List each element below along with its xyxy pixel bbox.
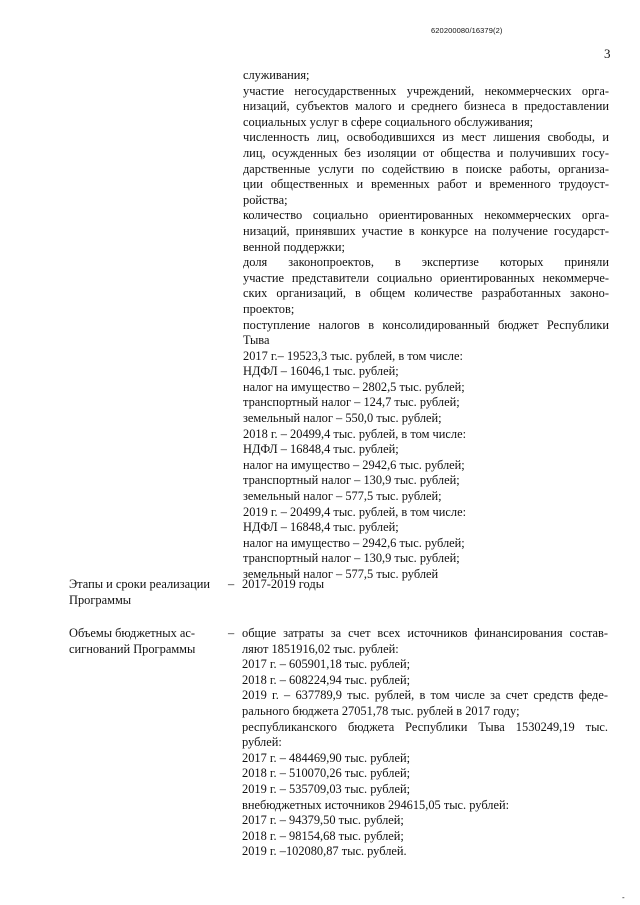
text-line: ских организаций, в общем количестве разработанных законо-: [243, 286, 609, 301]
text-line: транспортный налог – 130,9 тыс. рублей;: [243, 473, 460, 488]
text-line: 2017 г.– 19523,3 тыс. рублей, в том числе:: [243, 348, 463, 363]
text-line: участие представители социально ориентированных некоммерче-: [243, 270, 609, 285]
text-line: низаций, принявших участие в конкурсе на получение государст-: [243, 223, 609, 238]
text-line: республиканского бюджета Республики Тыва 1530249,19 тыс.: [242, 719, 608, 734]
text-line: проектов;: [243, 301, 295, 316]
budget-label-line: сигнований Программы: [69, 641, 196, 656]
text-line: ройства;: [243, 192, 288, 207]
budget-value: [242, 626, 608, 860]
text-line: 2018 г. – 98154,68 тыс. рублей;: [242, 828, 404, 843]
text-line: лиц, осужденных без изоляции от общества и получивших госу-: [243, 145, 609, 160]
text-line: 2018 г. – 20499,4 тыс. рублей, в том числе:: [243, 426, 467, 441]
text-line: ции общественных и временных работ и временного трудоуст-: [243, 177, 609, 192]
text-line: НДФЛ – 16848,4 тыс. рублей;: [243, 442, 399, 457]
text-line: доля законопроектов, в экспертизе которых приняли: [243, 255, 609, 270]
text-line: 2019 г. – 535709,03 тыс. рублей;: [242, 781, 411, 796]
text-line: дарственные услуги по содействию в поиске работы, организа-: [243, 161, 609, 176]
text-line: НДФЛ – 16046,1 тыс. рублей;: [243, 364, 399, 379]
text-line: налог на имущество – 2802,5 тыс. рублей;: [243, 379, 465, 394]
text-line: численность лиц, освободившихся из мест лишения свободы, и: [243, 130, 609, 145]
budget-label: [69, 626, 219, 657]
text-line: количество социально ориентированных некоммерческих орга-: [243, 208, 609, 223]
text-line: транспортный налог – 124,7 тыс. рублей;: [243, 395, 460, 410]
text-line: Тыва: [243, 333, 270, 348]
text-line: транспортный налог – 130,9 тыс. рублей;: [243, 551, 460, 566]
text-line: земельный налог – 577,5 тыс. рублей: [243, 567, 439, 581]
text-line: 2019 г. – 637789,9 тыс. рублей, в том числе за счет средств феде-: [242, 688, 608, 703]
text-line: поступление налогов в консолидированный бюджет Республики: [243, 317, 609, 332]
text-line: земельный налог – 577,5 тыс. рублей;: [243, 489, 442, 504]
text-line: 2019 г. – 20499,4 тыс. рублей, в том числе:: [243, 504, 467, 519]
corner-mark: -: [622, 893, 625, 902]
budget-dash: –: [228, 626, 235, 640]
text-line: 2018 г. – 608224,94 тыс. рублей;: [242, 672, 411, 687]
text-line: 2018 г. – 510070,26 тыс. рублей;: [242, 766, 411, 781]
text-line: рублей:: [242, 735, 282, 750]
text-line: служивания;: [243, 68, 310, 82]
text-line: налог на имущество – 2942,6 тыс. рублей;: [243, 535, 465, 550]
text-line: рального бюджета 27051,78 тыс. рублей в 2017 году;: [242, 703, 520, 718]
budget-label-line: Объемы бюджетных ас-: [69, 626, 196, 640]
stages-label: [69, 577, 219, 608]
text-line: внебюджетных источников 294615,05 тыс. рублей:: [242, 797, 510, 812]
text-line: налог на имущество – 2942,6 тыс. рублей;: [243, 457, 465, 472]
text-line: земельный налог – 550,0 тыс. рублей;: [243, 411, 442, 426]
page-number: 3: [604, 46, 611, 61]
stages-dash: –: [228, 577, 235, 591]
text-line: 2017 г. – 605901,18 тыс. рублей;: [242, 657, 411, 672]
stages-value: [242, 577, 608, 593]
text-line: 2019 г. –102080,87 тыс. рублей.: [242, 844, 407, 859]
text-line: социальных услуг в сфере социального обслуживания;: [243, 114, 534, 129]
text-line: 2017 г. – 484469,90 тыс. рублей;: [242, 750, 411, 765]
document-id: 620200080/16379(2): [431, 26, 503, 35]
text-line: ляют 1851916,02 тыс. рублей:: [242, 641, 399, 656]
text-line: 2017-2019 годы: [242, 577, 325, 591]
text-line: венной поддержки;: [243, 239, 345, 254]
indicators-continued-text: [243, 68, 609, 583]
text-line: низаций, субъектов малого и среднего бизнеса в предоставлении: [243, 99, 609, 114]
text-line: НДФЛ – 16848,4 тыс. рублей;: [243, 520, 399, 535]
stages-label-line: Программы: [69, 592, 132, 607]
text-line: участие негосударственных учреждений, некоммерческих орга-: [243, 83, 609, 98]
text-line: 2017 г. – 94379,50 тыс. рублей;: [242, 813, 404, 828]
stages-label-line: Этапы и сроки реализации: [69, 577, 211, 591]
text-line: общие затраты за счет всех источников финансирования состав-: [242, 626, 608, 640]
